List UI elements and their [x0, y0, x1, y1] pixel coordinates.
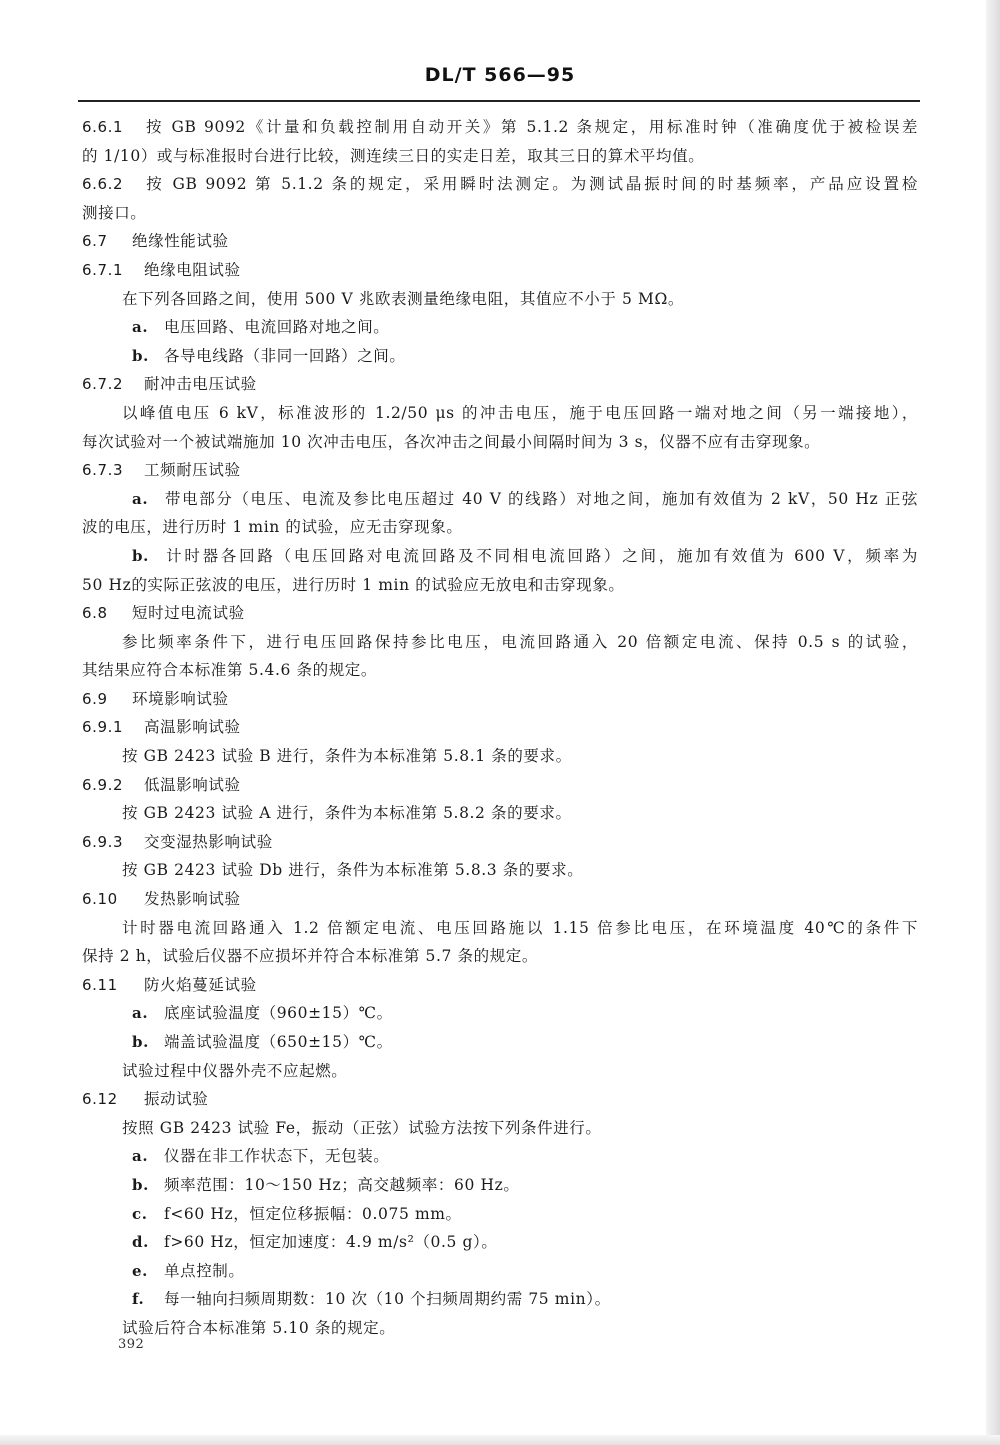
section-title: 短时过电流试验: [132, 604, 245, 623]
list-item-text: 端盖试验温度（650±15）℃。: [164, 1033, 393, 1051]
clause-text: 按 GB 9092《计量和负载控制用自动开关》第 5.1.2 条规定，用标准时钟（准确度优于被检误差: [144, 118, 918, 136]
list-item: [82, 1200, 918, 1229]
standard-number-header: DL/T 566—95: [424, 64, 576, 86]
clause-title: 绝缘电阻试验: [144, 260, 241, 279]
list-marker: a.: [132, 318, 149, 337]
clause-6-7-3-heading: [82, 456, 918, 485]
header-rule: [78, 100, 920, 102]
list-item: [82, 542, 918, 571]
section-number: 6.10: [82, 890, 118, 909]
list-marker: b.: [132, 346, 149, 365]
list-item: [82, 1028, 918, 1057]
section-title: 发热影响试验: [144, 890, 241, 909]
clause-6-6-2: [82, 170, 918, 199]
paragraph-cont: 每次试验对一个被试端施加 10 次冲击电压，各次冲击之间最小间隔时间为 3 s，仪器不应有击穿现象。: [82, 432, 821, 451]
list-item: [82, 1228, 918, 1257]
list-item-text: 单点控制。: [164, 1261, 245, 1280]
section-6-10-heading: [82, 885, 918, 914]
clause-number: 6.7.2: [82, 375, 124, 394]
clause-number: 6.9.3: [82, 832, 124, 851]
clause-title: 交变湿热影响试验: [144, 832, 273, 851]
list-item-cont: 50 Hz的实际正弦波的电压，进行历时 1 min 的试验应无放电和击穿现象。: [82, 575, 625, 594]
list-item-text: 仪器在非工作状态下，无包装。: [164, 1147, 390, 1166]
clause-number: 6.6.1: [82, 118, 124, 136]
clause-title: 高温影响试验: [144, 718, 241, 737]
list-item: [82, 313, 918, 342]
list-item-text: f<60 Hz，恒定位移振幅：0.075 mm。: [164, 1204, 462, 1223]
clause-number: 6.9.1: [82, 718, 124, 737]
list-marker: b.: [132, 1175, 149, 1194]
page-bottom-shadow: [0, 1435, 1000, 1445]
clause-6-7-2-heading: [82, 370, 918, 399]
list-item: [82, 1142, 918, 1171]
clause-title: 工频耐压试验: [144, 461, 241, 480]
list-marker: f.: [132, 1290, 145, 1309]
list-item: [82, 1171, 918, 1200]
clause-text: 按 GB 9092 第 5.1.2 条的规定，采用瞬时法测定。为测试晶振时间的时基频率，产品应设置检: [144, 175, 918, 194]
paragraph: 按 GB 2423 试验 Db 进行，条件为本标准第 5.8.3 条的要求。: [122, 861, 584, 880]
clause-6-6-1-cont: 的 1/10）或与标准报时台进行比较，测连续三日的实走日差，取其三日的算术平均值。: [82, 146, 705, 165]
list-item-text: 带电部分（电压、电流及参比电压超过 40 V 的线路）对地之间，施加有效值为 2 kV，50 Hz 正弦: [164, 489, 918, 508]
section-6-12-heading: [82, 1085, 918, 1114]
section-6-7-heading: [82, 227, 918, 256]
page-edge-shadow: [986, 0, 1000, 1445]
clause-number: 6.7.1: [82, 260, 124, 279]
paragraph: 按 GB 2423 试验 A 进行，条件为本标准第 5.8.2 条的要求。: [122, 804, 572, 823]
section-6-9-heading: [82, 685, 918, 714]
paragraph: 参比频率条件下，进行电压回路保持参比电压，电流回路通入 20 倍额定电流、保持 0.5 s 的试验，: [122, 632, 918, 651]
paragraph-cont: 保持 2 h，试验后仪器不应损坏并符合本标准第 5.7 条的规定。: [82, 947, 539, 966]
clause-6-9-2-heading: [82, 771, 918, 800]
list-item-text: 计时器各回路（电压回路对电流回路及不同相电流回路）之间，施加有效值为 600 V，频率为: [164, 546, 918, 565]
clause-6-6-2-cont: 测接口。: [82, 203, 147, 222]
section-number: 6.12: [82, 1090, 118, 1109]
list-item-text: 每一轴向扫频周期数：10 次（10 个扫频周期约需 75 min）。: [164, 1290, 611, 1309]
section-number: 6.8: [82, 604, 108, 623]
clause-title: 耐冲击电压试验: [144, 375, 257, 394]
list-marker: b.: [132, 1033, 149, 1051]
list-item: [82, 485, 918, 514]
paragraph-cont: 其结果应符合本标准第 5.4.6 条的规定。: [82, 661, 377, 680]
paragraph: 按 GB 2423 试验 B 进行，条件为本标准第 5.8.1 条的要求。: [122, 747, 572, 766]
list-marker: c.: [132, 1204, 148, 1223]
section-title: 防火焰蔓延试验: [144, 975, 257, 994]
list-marker: a.: [132, 1004, 149, 1023]
list-marker: a.: [132, 489, 149, 508]
list-item-text: 底座试验温度（960±15）℃。: [164, 1004, 393, 1023]
paragraph: 试验过程中仪器外壳不应起燃。: [122, 1061, 348, 1080]
clause-6-6-1: [82, 113, 918, 142]
list-marker: b.: [132, 546, 149, 565]
list-marker: e.: [132, 1261, 148, 1280]
list-item: [82, 999, 918, 1028]
list-item: [82, 1257, 918, 1286]
section-6-11-heading: [82, 971, 918, 1000]
clause-6-9-1-heading: [82, 713, 918, 742]
clause-number: 6.6.2: [82, 175, 124, 194]
list-marker: d.: [132, 1233, 149, 1252]
section-title: 振动试验: [144, 1090, 209, 1109]
list-item-text: 频率范围：10～150 Hz；高交越频率：60 Hz。: [164, 1175, 520, 1194]
paragraph: 试验后符合本标准第 5.10 条的规定。: [122, 1318, 396, 1337]
section-number: 6.7: [82, 232, 108, 251]
clause-number: 6.9.2: [82, 775, 124, 794]
paragraph: 计时器电流回路通入 1.2 倍额定电流、电压回路施以 1.15 倍参比电压，在环境温度 40℃的条件下: [122, 918, 918, 937]
section-6-8-heading: [82, 599, 918, 628]
list-item-text: 各导电线路（非同一回路）之间。: [164, 346, 406, 365]
list-item: [82, 1285, 918, 1314]
clause-6-9-3-heading: [82, 828, 918, 857]
section-number: 6.9: [82, 689, 108, 708]
list-item-cont: 波的电压，进行历时 1 min 的试验，应无击穿现象。: [82, 518, 463, 537]
clause-number: 6.7.3: [82, 461, 124, 480]
list-item-text: f>60 Hz，恒定加速度：4.9 m/s²（0.5 g）。: [164, 1233, 498, 1252]
document-body: [82, 113, 918, 1343]
clause-6-7-1-heading: [82, 256, 918, 285]
section-number: 6.11: [82, 975, 118, 994]
clause-title: 低温影响试验: [144, 775, 241, 794]
page-number: 392: [118, 1337, 145, 1352]
paragraph: 按照 GB 2423 试验 Fe，振动（正弦）试验方法按下列条件进行。: [122, 1118, 602, 1137]
section-title: 绝缘性能试验: [132, 232, 229, 251]
list-item-text: 电压回路、电流回路对地之间。: [164, 318, 390, 337]
clause-6-7-1-intro: 在下列各回路之间，使用 500 V 兆欧表测量绝缘电阻，其值应不小于 5 MΩ。: [122, 289, 684, 308]
list-item: [82, 342, 918, 371]
list-marker: a.: [132, 1147, 149, 1166]
section-title: 环境影响试验: [132, 689, 229, 708]
paragraph: 以峰值电压 6 kV，标准波形的 1.2/50 μs 的冲击电压，施于电压回路一端对地之间（另一端接地），: [122, 403, 918, 422]
